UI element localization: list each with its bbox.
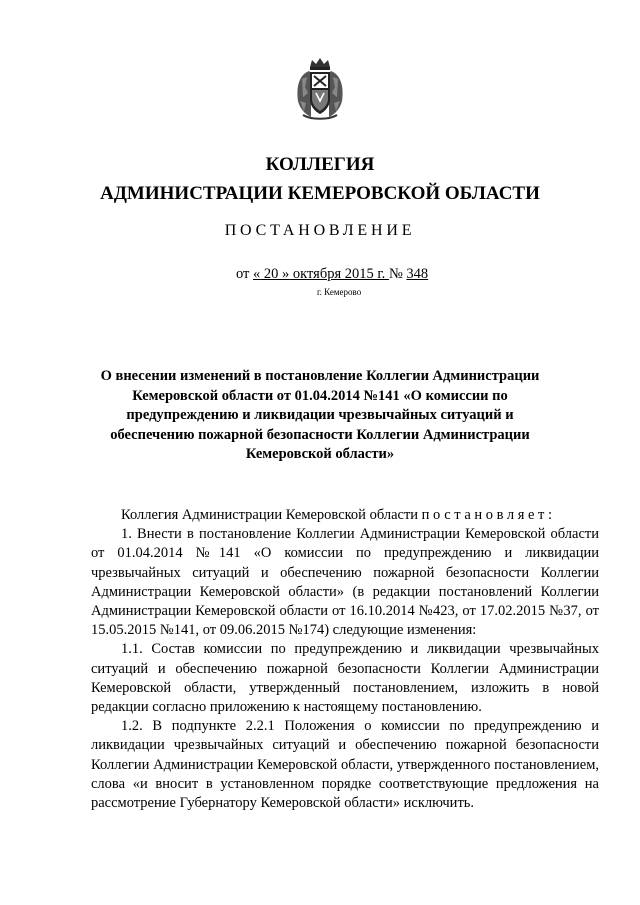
date-month-year: октября 2015 г.	[289, 266, 389, 282]
document-number: 348	[406, 266, 429, 282]
preamble-paragraph	[91, 506, 599, 525]
preamble-text: Коллегия Администрации Кемеровской области	[121, 507, 419, 523]
coat-of-arms-icon	[293, 57, 347, 121]
organization-subtitle: АДМИНИСТРАЦИИ КЕМЕРОВСКОЙ ОБЛАСТИ	[100, 183, 540, 204]
date-number-line	[236, 266, 428, 283]
paragraph-1-2: 1.2. В подпункте 2.2.1 Положения о комиссии по предупреждению и ликвидации чрезвычайных ситуаций и обеспечению пожарной безопасности Коллегии Администрации Кемеровской области, утвержденного постановлением, слова «и вносит в установленном порядке соответствующие предложения на рассмотрение Губернатору Кемеровской области» исключить.	[91, 718, 599, 812]
paragraph-1: 1. Внести в постановление Коллегии Администрации Кемеровской области от 01.04.2014 №141 «О комиссии по предупреждению и ликвидации чрезвычайных ситуаций и обеспечению пожарной безопасности Коллегии Администрации Кемеровской области» (в редакции постановлений Коллегии Администрации Кемеровской области от 16.10.2014 №423, от 17.02.2015 №37, от 15.05.2015 №141, от 09.06.2015 №174) следующие изменения:	[91, 526, 599, 639]
decides-word: постановляет:	[421, 507, 556, 523]
date-day: 20	[260, 266, 283, 282]
document-type: ПОСТАНОВЛЕНИЕ	[224, 222, 416, 239]
document-body	[91, 506, 599, 813]
date-prefix: от	[236, 266, 250, 282]
document-title: О внесении изменений в постановление Коллегии Администрации Кемеровской области от 01.04.2014 №141 «О комиссии по предупреждению и ликвидации чрезвычайных ситуаций и обеспечению пожарной безопасности Коллегии Администрации Кемеровской области»	[100, 368, 540, 463]
date-day-close-quote: »	[282, 266, 290, 282]
city-name: г. Кемерово	[317, 287, 362, 297]
number-sign: №	[388, 266, 403, 282]
paragraph-1-1: 1.1. Состав комиссии по предупреждению и ликвидации чрезвычайных ситуаций и обеспечению пожарной безопасности Коллегии Администрации Кемеровской области, утвержденный постановлением, изложить в новой редакции согласно приложению к настоящему постановлению.	[91, 641, 599, 716]
date-day-open-quote: «	[253, 266, 261, 282]
organization-title: КОЛЛЕГИЯ	[265, 154, 375, 175]
